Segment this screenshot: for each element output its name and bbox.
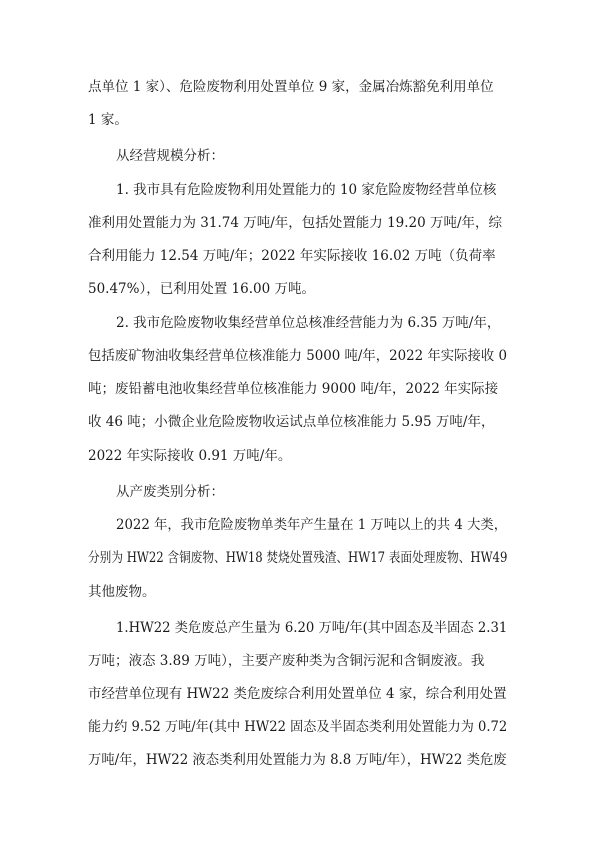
paragraph-line: 50.47%），已利用处置 16.00 万吨。 [88,281,315,297]
paragraph-line: 1. 我市具有危险废物利用处置能力的 10 家危险废物经营单位核 [116,182,497,198]
paragraph-line: 准利用处置能力为 31.74 万吨/年，包括处置能力 19.20 万吨/年，综 [88,215,503,231]
paragraph-line: 2022 年实际接收 0.91 万吨/年。 [88,448,292,464]
paragraph-line: 合利用能力 12.54 万吨/年；2022 年实际接收 16.02 万吨（负荷率 [88,248,496,264]
section-heading: 从产废类别分析： [116,484,224,500]
paragraph-line: 收 46 吨；小微企业危险废物收运试点单位核准能力 5.95 万吨/年， [88,414,495,430]
paragraph-line: 包括废矿物油收集经营单位核准能力 5000 吨/年，2022 年实际接收 0 [88,348,507,364]
text-line: 点单位 1 家）、危险废物利用处置单位 9 家，金属冶炼豁免利用单位 [88,79,494,95]
section-heading: 从经营规模分析： [116,148,224,164]
paragraph-line: 万吨/年，HW22 液态类利用处置能力为 8.8 万吨/年），HW22 类危废 [88,752,507,768]
paragraph-line: 万吨；液态 3.89 万吨），主要产废种类为含铜污泥和含铜废液。我 [88,653,485,669]
paragraph-line: 分别为 HW22 含铜废物、HW18 焚烧处置残渣、HW17 表面处理废物、HW49 [88,550,508,566]
text-line: 1 家。 [88,112,128,128]
paragraph-line: 1.HW22 类危废总产生量为 6.20 万吨/年(其中固态及半固态 2.31 [116,620,508,636]
paragraph-line: 吨；废铅蓄电池收集经营单位核准能力 9000 吨/年，2022 年实际接 [88,381,499,397]
paragraph-line: 2. 我市危险废物收集经营单位总核准经营能力为 6.35 万吨/年， [116,315,501,331]
paragraph-line: 能力约 9.52 万吨/年(其中 HW22 固态及半固态类利用处置能力为 0.72 [88,719,508,735]
paragraph-line: 2022 年，我市危险废物单类年产生量在 1 万吨以上的共 4 大类， [116,517,508,533]
paragraph-line: 其他废物。 [88,584,156,600]
paragraph-line: 市经营单位现有 HW22 类危废综合利用处置单位 4 家，综合利用处置 [88,686,507,702]
